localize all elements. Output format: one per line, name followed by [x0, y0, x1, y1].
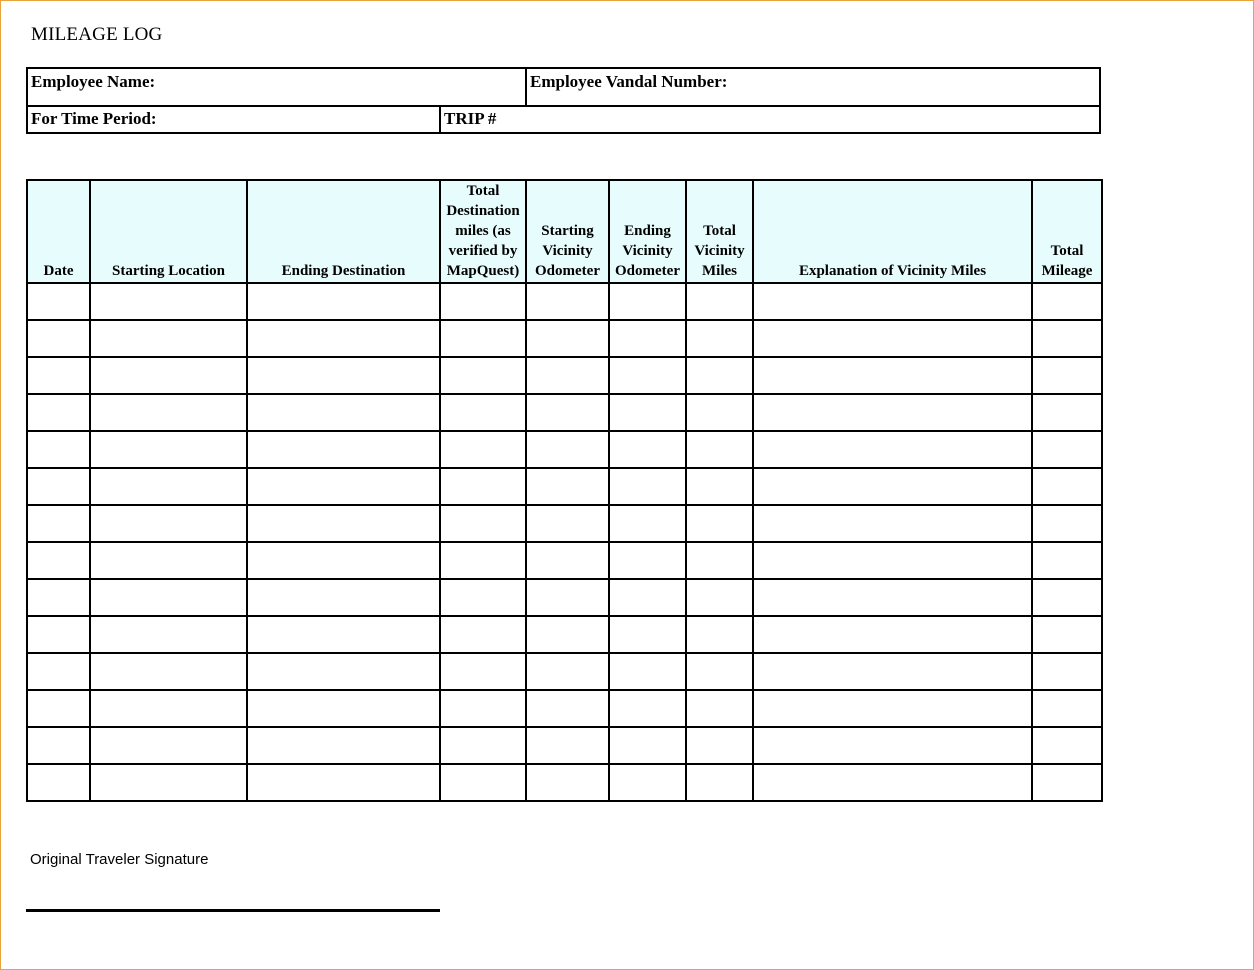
employee-name-label: Employee Name: — [31, 72, 156, 91]
table-cell[interactable] — [440, 320, 526, 357]
table-cell[interactable] — [753, 727, 1032, 764]
header-ending-vicinity-odometer: Ending Vicinity Odometer — [609, 180, 686, 283]
table-row — [27, 727, 1102, 764]
header-total-mileage: Total Mileage — [1032, 180, 1102, 283]
table-cell[interactable] — [609, 283, 686, 320]
table-cell[interactable] — [440, 579, 526, 616]
table-cell[interactable] — [686, 727, 753, 764]
table-cell[interactable] — [753, 653, 1032, 690]
header-total-destination-miles: Total Destination miles (as verified by MapQuest) — [440, 180, 526, 283]
header-starting-vicinity-odometer: Starting Vicinity Odometer — [526, 180, 609, 283]
table-cell[interactable] — [526, 690, 609, 727]
document-title: MILEAGE LOG — [31, 24, 163, 45]
table-cell[interactable] — [90, 283, 247, 320]
table-cell[interactable] — [90, 431, 247, 468]
table-row — [27, 764, 1102, 801]
table-cell[interactable] — [247, 394, 440, 431]
table-cell[interactable] — [27, 542, 90, 579]
info-row-2 — [28, 107, 1099, 132]
header-date: Date — [27, 180, 90, 283]
table-cell[interactable] — [686, 653, 753, 690]
table-cell[interactable] — [27, 320, 90, 357]
time-period-label: For Time Period: — [31, 109, 157, 128]
table-cell[interactable] — [753, 764, 1032, 801]
table-cell[interactable] — [27, 468, 90, 505]
table-cell[interactable] — [440, 616, 526, 653]
header-total-vicinity-miles: Total Vicinity Miles — [686, 180, 753, 283]
table-cell[interactable] — [90, 690, 247, 727]
table-cell[interactable] — [609, 431, 686, 468]
table-cell[interactable] — [440, 727, 526, 764]
table-cell[interactable] — [526, 764, 609, 801]
table-cell[interactable] — [526, 320, 609, 357]
table-cell[interactable] — [686, 579, 753, 616]
trip-number-label: TRIP # — [444, 109, 497, 128]
table-cell[interactable] — [1032, 579, 1102, 616]
table-cell[interactable] — [609, 690, 686, 727]
table-cell[interactable] — [27, 431, 90, 468]
table-cell[interactable] — [27, 764, 90, 801]
table-cell[interactable] — [90, 542, 247, 579]
table-cell[interactable] — [1032, 690, 1102, 727]
table-cell[interactable] — [90, 764, 247, 801]
table-row — [27, 653, 1102, 690]
table-row — [27, 394, 1102, 431]
table-cell[interactable] — [440, 542, 526, 579]
table-cell[interactable] — [247, 468, 440, 505]
table-cell[interactable] — [526, 431, 609, 468]
table-cell[interactable] — [753, 579, 1032, 616]
table-cell[interactable] — [90, 616, 247, 653]
table-cell[interactable] — [753, 542, 1032, 579]
table-row — [27, 542, 1102, 579]
table-cell[interactable] — [440, 505, 526, 542]
table-cell[interactable] — [247, 320, 440, 357]
table-row — [27, 616, 1102, 653]
table-cell[interactable] — [609, 579, 686, 616]
table-cell[interactable] — [440, 394, 526, 431]
table-cell[interactable] — [27, 394, 90, 431]
table-cell[interactable] — [440, 468, 526, 505]
table-cell[interactable] — [440, 690, 526, 727]
table-cell[interactable] — [27, 616, 90, 653]
table-cell[interactable] — [526, 579, 609, 616]
table-cell[interactable] — [686, 616, 753, 653]
table-cell[interactable] — [90, 653, 247, 690]
table-cell[interactable] — [1032, 727, 1102, 764]
table-cell[interactable] — [753, 320, 1032, 357]
table-cell[interactable] — [526, 727, 609, 764]
table-cell[interactable] — [609, 616, 686, 653]
table-cell[interactable] — [526, 616, 609, 653]
table-row — [27, 320, 1102, 357]
signature-label: Original Traveler Signature — [30, 851, 209, 868]
table-cell[interactable] — [1032, 653, 1102, 690]
table-cell[interactable] — [526, 357, 609, 394]
table-cell[interactable] — [609, 653, 686, 690]
table-cell[interactable] — [90, 320, 247, 357]
table-cell[interactable] — [1032, 320, 1102, 357]
table-cell[interactable] — [27, 357, 90, 394]
table-cell[interactable] — [247, 727, 440, 764]
table-cell[interactable] — [440, 283, 526, 320]
info-divider — [439, 107, 441, 132]
table-body — [27, 283, 1102, 801]
table-cell[interactable] — [247, 764, 440, 801]
table-cell[interactable] — [753, 690, 1032, 727]
table-cell[interactable] — [440, 431, 526, 468]
table-cell[interactable] — [90, 468, 247, 505]
table-cell[interactable] — [526, 653, 609, 690]
table-cell[interactable] — [609, 394, 686, 431]
table-cell[interactable] — [686, 283, 753, 320]
table-cell[interactable] — [247, 542, 440, 579]
table-cell[interactable] — [686, 505, 753, 542]
table-cell[interactable] — [526, 505, 609, 542]
table-cell[interactable] — [247, 431, 440, 468]
table-cell[interactable] — [27, 283, 90, 320]
table-row — [27, 690, 1102, 727]
table-cell[interactable] — [686, 542, 753, 579]
table-cell[interactable] — [686, 320, 753, 357]
table-cell[interactable] — [526, 283, 609, 320]
table-cell[interactable] — [90, 505, 247, 542]
table-cell[interactable] — [247, 616, 440, 653]
table-cell[interactable] — [27, 579, 90, 616]
signature-line[interactable] — [26, 909, 440, 912]
table-cell[interactable] — [609, 727, 686, 764]
employee-info-box — [26, 67, 1101, 134]
table-cell[interactable] — [247, 653, 440, 690]
table-cell[interactable] — [1032, 468, 1102, 505]
table-row — [27, 505, 1102, 542]
table-cell[interactable] — [247, 690, 440, 727]
table-row — [27, 357, 1102, 394]
table-row — [27, 468, 1102, 505]
table-cell[interactable] — [1032, 616, 1102, 653]
table-cell[interactable] — [440, 653, 526, 690]
table-cell[interactable] — [1032, 283, 1102, 320]
table-cell[interactable] — [753, 283, 1032, 320]
table-cell[interactable] — [526, 542, 609, 579]
table-cell[interactable] — [90, 727, 247, 764]
table-cell[interactable] — [753, 431, 1032, 468]
table-cell[interactable] — [90, 357, 247, 394]
table-cell[interactable] — [609, 542, 686, 579]
table-cell[interactable] — [1032, 764, 1102, 801]
table-cell[interactable] — [686, 690, 753, 727]
header-row — [27, 180, 1102, 283]
table-cell[interactable] — [686, 764, 753, 801]
info-divider — [525, 69, 527, 105]
table-cell[interactable] — [1032, 357, 1102, 394]
table-cell[interactable] — [609, 764, 686, 801]
table-cell[interactable] — [27, 505, 90, 542]
table-cell[interactable] — [753, 468, 1032, 505]
table-cell[interactable] — [90, 394, 247, 431]
table-cell[interactable] — [753, 394, 1032, 431]
table-cell[interactable] — [247, 357, 440, 394]
table-cell[interactable] — [1032, 394, 1102, 431]
table-cell[interactable] — [27, 690, 90, 727]
table-cell[interactable] — [1032, 542, 1102, 579]
table-row — [27, 431, 1102, 468]
table-cell[interactable] — [247, 579, 440, 616]
info-row-1 — [28, 69, 1099, 107]
table-cell[interactable] — [609, 357, 686, 394]
table-cell[interactable] — [440, 357, 526, 394]
table-cell[interactable] — [27, 653, 90, 690]
table-cell[interactable] — [1032, 505, 1102, 542]
table-cell[interactable] — [247, 283, 440, 320]
header-explanation-vicinity-miles: Explanation of Vicinity Miles — [753, 180, 1032, 283]
table-cell[interactable] — [526, 394, 609, 431]
table-cell[interactable] — [609, 505, 686, 542]
mileage-table — [26, 179, 1103, 802]
table-cell[interactable] — [686, 357, 753, 394]
header-starting-location: Starting Location — [90, 180, 247, 283]
table-cell[interactable] — [686, 468, 753, 505]
table-row — [27, 579, 1102, 616]
table-cell[interactable] — [1032, 431, 1102, 468]
table-cell[interactable] — [609, 468, 686, 505]
employee-number-label: Employee Vandal Number: — [530, 72, 728, 91]
table-cell[interactable] — [753, 505, 1032, 542]
table-row — [27, 283, 1102, 320]
header-ending-destination: Ending Destination — [247, 180, 440, 283]
table-cell[interactable] — [686, 394, 753, 431]
table-cell[interactable] — [247, 505, 440, 542]
table-cell[interactable] — [609, 320, 686, 357]
table-cell[interactable] — [90, 579, 247, 616]
table-cell[interactable] — [753, 357, 1032, 394]
table-cell[interactable] — [686, 431, 753, 468]
table-cell[interactable] — [27, 727, 90, 764]
table-cell[interactable] — [526, 468, 609, 505]
table-cell[interactable] — [440, 764, 526, 801]
table-cell[interactable] — [753, 616, 1032, 653]
